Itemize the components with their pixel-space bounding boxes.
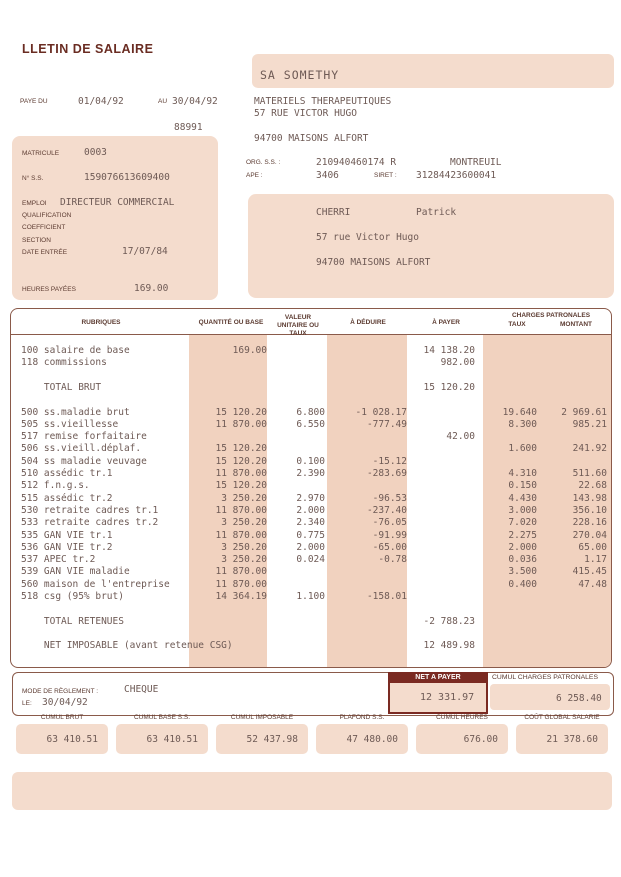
- row-label: TOTAL BRUT: [21, 381, 102, 393]
- row-charge-amount: 65.00: [578, 541, 607, 553]
- row-deduct: -96.53: [372, 492, 407, 504]
- table-row: [11, 554, 611, 566]
- row-charge-rate: 7.020: [508, 517, 537, 529]
- doc-reference: 88991: [174, 122, 203, 133]
- cumul-item: [312, 712, 412, 760]
- row-label: 515 assédic tr.2: [21, 492, 113, 504]
- heures-label: HEURES PAYÉES: [22, 286, 76, 293]
- row-label: 505 ss.vieillesse: [21, 418, 119, 430]
- row-label: 539 GAN VIE maladie: [21, 566, 130, 578]
- recipient-firstname: Patrick: [416, 207, 457, 218]
- row-rate: 0.024: [296, 554, 325, 566]
- table-row: [11, 579, 611, 591]
- row-pay: -2 788.23: [423, 615, 475, 627]
- row-deduct: -777.49: [366, 418, 407, 430]
- row-pay: 14 138.20: [423, 345, 475, 356]
- row-label: 537 APEC tr.2: [21, 554, 96, 566]
- company-activity: MATERIELS THERAPEUTIQUES: [254, 96, 392, 107]
- row-charge-rate: 4.430: [508, 492, 537, 504]
- mode-label: MODE DE RÈGLEMENT :: [22, 688, 99, 695]
- cumul-item: [412, 712, 512, 760]
- recipient-city: 94700 MAISONS ALFORT: [316, 257, 431, 268]
- row-label: TOTAL RETENUES: [21, 615, 124, 627]
- cumul-label: CUMUL BASE S.S.: [133, 714, 191, 721]
- header-valeur: VALEUR UNITAIRE OU TAUX: [277, 314, 319, 337]
- row-label: 535 GAN VIE tr.1: [21, 529, 113, 541]
- row-charge-amount: 985.21: [572, 418, 607, 430]
- table-row: [11, 456, 611, 468]
- row-label: NET IMPOSABLE (avant retenue CSG): [21, 640, 233, 652]
- table-row: [11, 566, 611, 578]
- row-deduct: -237.40: [366, 504, 407, 516]
- table-row: [11, 628, 611, 640]
- cumul-label: CUMUL IMPOSABLE: [230, 714, 294, 721]
- cumuls-row: [12, 712, 612, 762]
- table-row: [11, 493, 611, 505]
- row-rate: 2.000: [296, 541, 325, 553]
- table-row: [11, 591, 611, 603]
- row-label: 536 GAN VIE tr.2: [21, 541, 113, 553]
- row-label: 512 f.n.g.s.: [21, 480, 90, 492]
- row-label: 517 remise forfaitaire: [21, 431, 147, 443]
- table-row: [11, 542, 611, 554]
- row-quantity: 15 120.20: [215, 455, 267, 467]
- row-charge-amount: 22.68: [578, 480, 607, 492]
- header-quantite: QUANTITÉ OU BASE: [198, 319, 264, 326]
- row-quantity: 14 364.19: [215, 591, 267, 602]
- cumul-value: 63 410.51: [146, 734, 198, 745]
- row-rate: 6.550: [296, 418, 325, 430]
- table-row: [11, 357, 611, 369]
- row-pay: 12 489.98: [423, 640, 475, 652]
- siret-label: SIRET :: [374, 172, 397, 179]
- header-rubriques: RUBRIQUES: [81, 319, 121, 326]
- row-charge-rate: 0.400: [508, 578, 537, 590]
- document-title: LLETIN DE SALAIRE: [22, 42, 154, 56]
- header-taux: TAUX: [508, 321, 526, 328]
- row-charge-amount: 415.45: [572, 566, 607, 578]
- row-quantity: 15 120.20: [215, 406, 267, 418]
- emploi-value: DIRECTEUR COMMERCIAL: [60, 197, 175, 208]
- au-label: AU: [158, 98, 168, 105]
- payroll-table: [10, 308, 612, 668]
- cumul-value: 63 410.51: [46, 734, 98, 745]
- row-rate: 0.100: [296, 455, 325, 467]
- header-charges: CHARGES PATRONALES: [511, 312, 591, 319]
- row-deduct: -0.78: [378, 554, 407, 566]
- net-a-payer-value: 12 331.97: [420, 692, 475, 703]
- row-rate: 1.100: [296, 591, 325, 602]
- cumul-value: 47 480.00: [346, 734, 398, 745]
- row-quantity: 11 870.00: [215, 566, 267, 578]
- header-deduire: À DÉDUIRE: [350, 319, 386, 326]
- paye-du-label: PAYE DU: [20, 98, 48, 105]
- table-row: [11, 517, 611, 529]
- header-payer: À PAYER: [432, 319, 460, 326]
- row-charge-rate: 1.600: [508, 443, 537, 455]
- le-label: LE:: [22, 700, 32, 707]
- emploi-label: EMPLOI: [22, 200, 47, 207]
- date-entree-label: DATE ENTRÉE: [22, 249, 68, 256]
- au-value: 30/04/92: [172, 96, 218, 107]
- row-charge-amount: 356.10: [572, 504, 607, 516]
- row-quantity: 169.00: [232, 345, 267, 356]
- row-charge-amount: 143.98: [572, 492, 607, 504]
- row-deduct: -15.12: [372, 455, 407, 467]
- row-charge-rate: 2.275: [508, 529, 537, 541]
- ape-value: 3406: [316, 170, 339, 181]
- recipient-name: CHERRI: [316, 207, 351, 218]
- recipient-street: 57 rue Victor Hugo: [316, 232, 419, 243]
- ape-label: APE :: [246, 172, 263, 179]
- matricule-value: 0003: [84, 147, 107, 158]
- cumul-label: COÛT GLOBAL SALARIE: [524, 714, 600, 721]
- company-street: 57 RUE VICTOR HUGO: [254, 108, 357, 119]
- table-row: [11, 530, 611, 542]
- row-deduct: -76.05: [372, 517, 407, 529]
- cumul-charges-label: CUMUL CHARGES PATRONALES: [492, 674, 598, 681]
- cumul-item: [212, 712, 312, 760]
- row-pay: 42.00: [446, 431, 475, 443]
- row-charge-rate: 0.150: [508, 480, 537, 492]
- row-label: 118 commissions: [21, 357, 107, 369]
- qualification-label: QUALIFICATION: [22, 212, 72, 219]
- cumul-item: [112, 712, 212, 760]
- table-row: [11, 480, 611, 492]
- row-charge-amount: 241.92: [572, 443, 607, 455]
- blank-band: [12, 772, 612, 810]
- section-label: SECTION: [22, 237, 51, 244]
- row-charge-rate: 3.000: [508, 504, 537, 516]
- cumul-item: [12, 712, 112, 760]
- row-label: 533 retraite cadres tr.2: [21, 517, 159, 529]
- row-rate: 2.390: [296, 468, 325, 479]
- row-quantity: 11 870.00: [215, 418, 267, 430]
- row-quantity: 3 250.20: [221, 517, 267, 529]
- table-body: [11, 345, 611, 655]
- row-label: 100 salaire de base: [21, 345, 130, 356]
- row-rate: 2.340: [296, 517, 325, 529]
- row-rate: 2.970: [296, 492, 325, 504]
- row-charge-amount: 228.16: [572, 517, 607, 529]
- paye-du-value: 01/04/92: [78, 96, 124, 107]
- table-row: [11, 468, 611, 480]
- row-label: 560 maison de l'entreprise: [21, 578, 170, 590]
- row-charge-amount: 47.48: [578, 578, 607, 590]
- row-label: 500 ss.maladie brut: [21, 406, 130, 418]
- table-row: [11, 382, 611, 394]
- row-deduct: -91.99: [372, 529, 407, 541]
- coefficient-label: COEFFICIENT: [22, 224, 66, 231]
- header-montant: MONTANT: [559, 321, 592, 328]
- row-quantity: 11 870.00: [215, 504, 267, 516]
- row-quantity: 11 870.00: [215, 578, 267, 590]
- net-a-payer-label: NET A PAYER: [388, 672, 488, 683]
- table-row: [11, 419, 611, 431]
- row-label: 510 assédic tr.1: [21, 468, 113, 479]
- matricule-label: MATRICULE: [22, 150, 60, 157]
- row-charge-rate: 2.000: [508, 541, 537, 553]
- nss-value: 159076613609400: [84, 172, 170, 183]
- row-quantity: 11 870.00: [215, 529, 267, 541]
- table-row: [11, 407, 611, 419]
- row-label: 506 ss.vieill.déplaf.: [21, 443, 142, 455]
- cumul-label: CUMUL BRUT: [40, 714, 84, 721]
- row-label: 504 ss maladie veuvage: [21, 455, 147, 467]
- row-charge-amount: 270.04: [572, 529, 607, 541]
- row-deduct: -283.69: [366, 468, 407, 479]
- row-rate: 2.000: [296, 504, 325, 516]
- row-charge-rate: 19.640: [502, 406, 537, 418]
- nss-label: N° S.S.: [22, 175, 44, 182]
- row-label: 518 csg (95% brut): [21, 591, 124, 602]
- row-quantity: 15 120.20: [215, 480, 267, 492]
- cumul-value: 21 378.60: [546, 734, 598, 745]
- row-deduct: -158.01: [366, 591, 407, 602]
- row-charge-rate: 4.310: [508, 468, 537, 479]
- table-row: [11, 431, 611, 443]
- table-row: [11, 345, 611, 357]
- row-pay: 982.00: [440, 357, 475, 369]
- row-rate: 6.800: [296, 406, 325, 418]
- table-row: [11, 640, 611, 652]
- table-row: [11, 443, 611, 455]
- row-deduct: -1 028.17: [355, 406, 407, 418]
- company-name: SA SOMETHY: [260, 68, 340, 82]
- row-deduct: -65.00: [372, 541, 407, 553]
- row-charge-rate: 8.300: [508, 418, 537, 430]
- table-row: [11, 616, 611, 628]
- org-ss-city: MONTREUIL: [450, 157, 502, 168]
- table-row: [11, 505, 611, 517]
- table-row: [11, 603, 611, 615]
- row-quantity: 11 870.00: [215, 468, 267, 479]
- cumul-label: PLAFOND S.S.: [339, 714, 385, 721]
- table-row: [11, 370, 611, 382]
- row-charge-amount: 511.60: [572, 468, 607, 479]
- row-quantity: 3 250.20: [221, 492, 267, 504]
- org-ss-label: ORG. S.S. :: [246, 159, 281, 166]
- cumul-value: 52 437.98: [246, 734, 298, 745]
- row-quantity: 3 250.20: [221, 554, 267, 566]
- row-charge-amount: 1.17: [584, 554, 607, 566]
- cumul-value: 676.00: [463, 734, 498, 745]
- table-row: [11, 394, 611, 406]
- company-city: 94700 MAISONS ALFORT: [254, 133, 369, 144]
- row-pay: 15 120.20: [423, 381, 475, 393]
- row-charge-amount: 2 969.61: [561, 406, 607, 418]
- date-entree-value: 17/07/84: [122, 246, 168, 257]
- row-rate: 0.775: [296, 529, 325, 541]
- heures-value: 169.00: [134, 283, 169, 294]
- cumul-charges-value: 6 258.40: [556, 693, 602, 704]
- cumul-item: [512, 712, 612, 760]
- row-charge-rate: 0.036: [508, 554, 537, 566]
- row-quantity: 15 120.20: [215, 443, 267, 455]
- row-quantity: 3 250.20: [221, 541, 267, 553]
- row-charge-rate: 3.500: [508, 566, 537, 578]
- org-ss-value: 210940460174 R: [316, 157, 397, 168]
- cumul-label: CUMUL HEURES: [436, 714, 488, 721]
- le-value: 30/04/92: [42, 697, 88, 708]
- row-label: 530 retraite cadres tr.1: [21, 504, 159, 516]
- siret-value: 31284423600041: [416, 170, 497, 181]
- mode-value: CHEQUE: [124, 684, 159, 695]
